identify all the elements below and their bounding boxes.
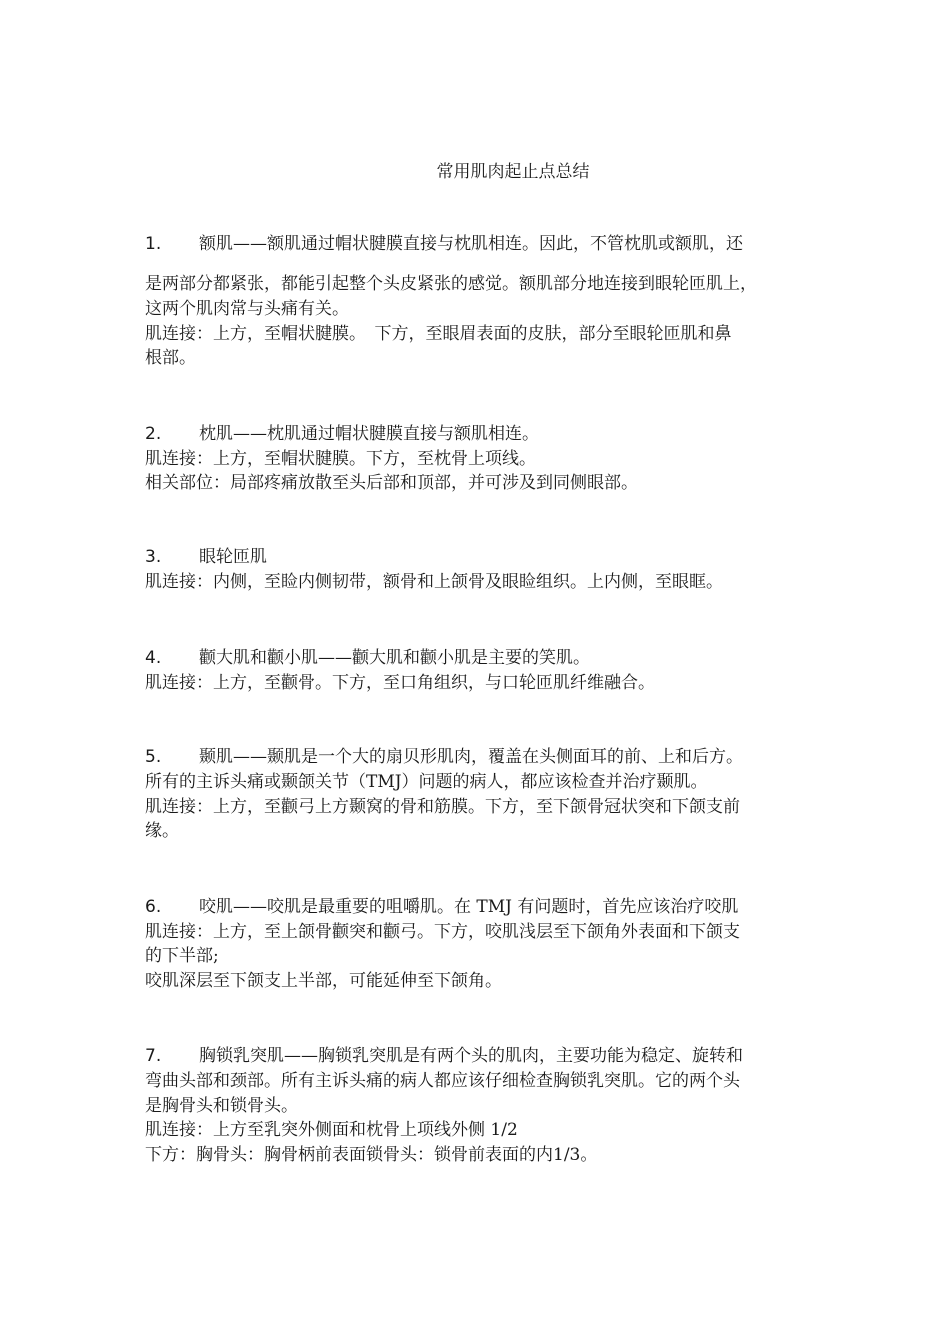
section-number: 3. — [145, 547, 162, 567]
section-6-line: 的下半部; — [145, 946, 219, 966]
section-5-heading — [145, 745, 743, 769]
section-number: 4. — [145, 648, 162, 668]
section-heading-text: 胸锁乳突肌——胸锁乳突肌是有两个头的肌肉，主要功能为稳定、旋转和 — [199, 1046, 743, 1066]
section-heading-text: 颞肌——颞肌是一个大的扇贝形肌肉，覆盖在头侧面耳的前、上和后方。 — [199, 747, 743, 767]
section-7-heading — [145, 1044, 743, 1068]
section-2-line: 肌连接：上方，至帽状腱膜。下方，至枕骨上项线。 — [145, 449, 536, 469]
section-4-heading — [145, 646, 590, 670]
section-2-line: 相关部位：局部疼痛放散至头后部和顶部，并可涉及到同侧眼部。 — [145, 473, 638, 493]
section-5-line: 缘。 — [145, 821, 179, 841]
section-number: 2. — [145, 424, 162, 444]
section-1-line: 是两部分都紧张，都能引起整个头皮紧张的感觉。额肌部分地连接到眼轮匝肌上， — [145, 274, 757, 294]
section-number: 5. — [145, 747, 162, 767]
section-6-line: 咬肌深层至下颌支上半部，可能延伸至下颌角。 — [145, 971, 502, 991]
section-1-line: 这两个肌肉常与头痛有关。 — [145, 299, 349, 319]
section-5-line: 所有的主诉头痛或颞颌关节（TMJ）问题的病人，都应该检查并治疗颞肌。 — [145, 772, 708, 792]
section-4-line: 肌连接：上方，至颧骨。下方，至口角组织，与口轮匝肌纤维融合。 — [145, 673, 655, 693]
section-7-line: 是胸骨头和锁骨头。 — [145, 1096, 298, 1116]
section-number: 7. — [145, 1046, 162, 1066]
section-1-heading — [145, 232, 743, 256]
section-heading-text: 颧大肌和颧小肌——颧大肌和颧小肌是主要的笑肌。 — [199, 648, 590, 668]
section-1-line: 肌连接：上方，至帽状腱膜。 下方，至眼眉表面的皮肤，部分至眼轮匝肌和鼻 — [145, 324, 732, 344]
section-number: 1. — [145, 234, 162, 254]
section-6-line: 肌连接：上方，至上颌骨颧突和颧弓。下方，咬肌浅层至下颌角外表面和下颌支 — [145, 922, 740, 942]
section-heading-text: 咬肌——咬肌是最重要的咀嚼肌。在 TMJ 有问题时，首先应该治疗咬肌 — [199, 897, 739, 917]
section-3-line: 肌连接：内侧，至睑内侧韧带，额骨和上颌骨及眼睑组织。上内侧，至眼眶。 — [145, 572, 723, 592]
section-heading-text: 额肌——额肌通过帽状腱膜直接与枕肌相连。因此，不管枕肌或额肌，还 — [199, 234, 743, 254]
section-heading-text: 眼轮匝肌 — [199, 547, 267, 567]
section-1-line: 根部。 — [145, 348, 196, 368]
section-7-line: 下方：胸骨头：胸骨柄前表面锁骨头：锁骨前表面的内1/3。 — [145, 1145, 598, 1165]
section-6-heading — [145, 895, 738, 919]
section-2-heading — [145, 422, 539, 446]
section-3-heading — [145, 545, 267, 569]
section-number: 6. — [145, 897, 162, 917]
section-7-line: 弯曲头部和颈部。所有主诉头痛的病人都应该仔细检查胸锁乳突肌。它的两个头 — [145, 1071, 740, 1091]
document-title: 常用肌肉起止点总结 — [436, 162, 590, 182]
section-5-line: 肌连接：上方，至颧弓上方颞窝的骨和筋膜。下方，至下颌骨冠状突和下颌支前 — [145, 797, 740, 817]
section-7-line: 肌连接：上方至乳突外侧面和枕骨上项线外侧 1/2 — [145, 1120, 518, 1140]
section-heading-text: 枕肌——枕肌通过帽状腱膜直接与额肌相连。 — [199, 424, 539, 444]
